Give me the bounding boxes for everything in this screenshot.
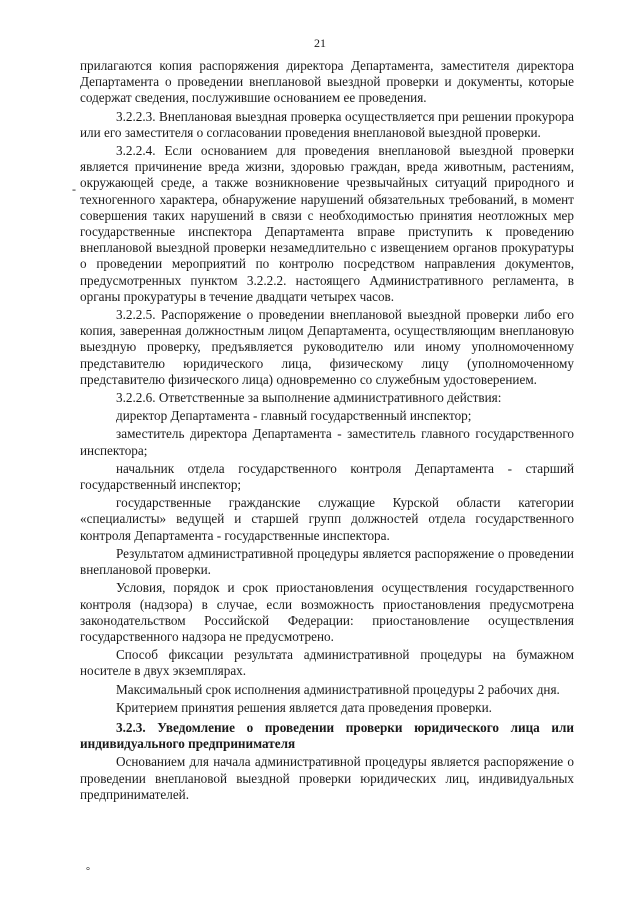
max-execution-time: Максимальный срок исполнения административной процедуры 2 рабочих дня. [116,681,560,697]
section-heading-3-2-3: 3.2.3. Уведомление о проведении проверки юридического лица или индивидуального предпринимателя [80,719,574,752]
paragraph-3-2-2-3: 3.2.2.3. Внеплановая выездная проверка осуществляется при решении прокурора или его заместителя о согласовании проведения внеплановой выездной проверки. [80,108,574,140]
margin-dash-mark: - [72,182,76,196]
paragraph-3-2-2-6: 3.2.2.6. Ответственные за выполнение административного действия: [116,390,502,406]
suspension-conditions: Условия, порядок и срок приостановления осуществления государственного контроля (надзора) в случае, если возможность приостановления предусмотрена законодательством Российской Федерации: приостановление осуществления государственного надзора не предусмотрено. [80,580,574,644]
responsible-civil-servants: государственные гражданские служащие Курской области категории «специалисты» ведущей и старшей групп должностей отдела государственного контроля Департамента - государственные инспектора. [80,495,574,543]
margin-bottom-mark: ° [86,866,90,877]
paragraph-continuation: прилагаются копия распоряжения директора Департамента, заместителя директора Департамента о проведении внеплановой выездной проверки и документы, которые содержат сведения, послужившие основанием ее проведения. [80,58,574,106]
document-body [80,58,574,805]
page-number: 21 [314,36,326,50]
paragraph-3-2-2-4: 3.2.2.4. Если основанием для проведения внеплановой выездной проверки является причинение вреда жизни, здоровью граждан, вреда животным, растениям, окружающей среде, а также возникновение чрезвычайных ситуаций природного и техногенного характера, обнаружение нарушений обязательных требований, в момент совершения таких нарушений в связи с необходимостью принятия неотложных мер государственные инспектора Департамента вправе приступить к проведению внеплановой выездной проверки незамедлительно с извещением органов прокуратуры о проведении мероприятий по контролю посредством направления документов, предусмотренных пунктом 3.2.2.2. настоящего Административного регламента, в органы прокуратуры в течение двадцати четырех часов. [80,143,574,304]
paragraph-3-2-2-5: 3.2.2.5. Распоряжение о проведении внеплановой выездной проверки либо его копия, заверенная должностным лицом Департамента, осуществляющим внеплановую выездную проверку, предъявляется руководителю или иному уполномоченному представителю юридического лица, физическому лицу (уполномоченному представителю физического лица) одновременно со служебным удостоверением. [80,307,574,387]
result-recording-method: Способ фиксации результата административной процедуры на бумажном носителе в двух экземплярах. [80,647,574,679]
decision-criterion: Критерием принятия решения является дата проведения проверки. [116,699,492,715]
procedure-result: Результатом административной процедуры является распоряжение о проведении внеплановой проверки. [80,545,574,578]
responsible-director: директор Департамента - главный государственный инспектор; [116,408,472,424]
paragraph-basis: Основанием для начала административной процедуры является распоряжение о проведении внеплановой выездной проверки юридических лиц, индивидуальных предпринимателей. [80,754,574,802]
responsible-department-head: начальник отдела государственного контроля Департамента - старший государственный инспектор; [80,460,574,493]
responsible-deputy-director: заместитель директора Департамента - заместитель главного государственного инспектора; [80,426,574,458]
